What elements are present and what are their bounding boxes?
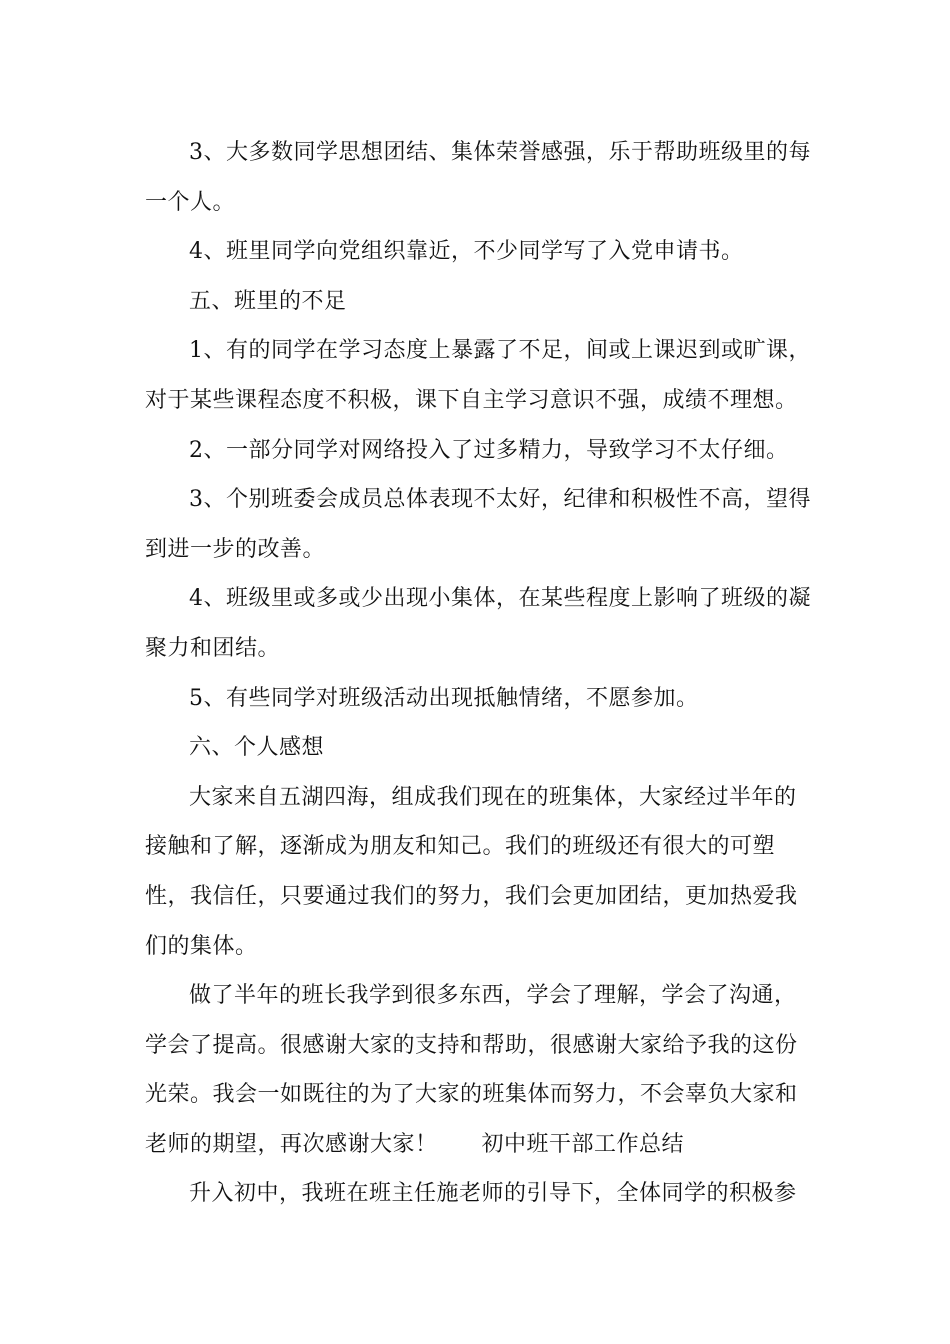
- document-body: [145, 128, 815, 1219]
- paragraph-shortcoming-4: 4、班级里或多或少出现小集体，在某些程度上影响了班级的凝聚力和团结。: [145, 586, 811, 661]
- section-heading-shortcomings: 五、班里的不足: [189, 288, 347, 314]
- paragraph-next-intro: 升入初中，我班在班主任施老师的引导下，全体同学的积极参: [189, 1181, 797, 1207]
- paragraph-shortcoming-2: 2、一部分同学对网络投入了过多精力，导致学习不太仔细。: [189, 437, 789, 463]
- paragraph-shortcoming-3: 3、个别班委会成员总体表现不太好，纪律和积极性不高，望得到进一步的改善。: [145, 487, 811, 562]
- next-document-title: 初中班干部工作总结: [481, 1131, 685, 1157]
- paragraph-shortcoming-1: 1、有的同学在学习态度上暴露了不足，间或上课迟到或旷课，对于某些课程态度不积极，课下自主学习意识不强，成绩不理想。: [145, 338, 811, 413]
- section-heading-reflections: 六、个人感想: [189, 735, 325, 761]
- paragraph-item-4: 4、班里同学向党组织靠近，不少同学写了入党申请书。: [189, 239, 744, 265]
- paragraph-item-3: 3、大多数同学思想团结、集体荣誉感强，乐于帮助班级里的每一个人。: [145, 140, 811, 215]
- paragraph-shortcoming-5: 5、有些同学对班级活动出现抵触情绪，不愿参加。: [189, 685, 699, 711]
- paragraph-reflection-2: [145, 971, 815, 1169]
- paragraph-reflection-2-text: 做了半年的班长我学到很多东西，学会了理解，学会了沟通，学会了提高。很感谢大家的支持和帮助，很感谢大家给予我的这份光荣。我会一如既往的为了大家的班集体而努力，不会辜负大家和老师的期望，再次感谢大家！: [145, 983, 798, 1157]
- paragraph-reflection-1: 大家来自五湖四海，组成我们现在的班集体，大家经过半年的接触和了解，逐渐成为朋友和知己。我们的班级还有很大的可塑性，我信任，只要通过我们的努力，我们会更加团结，更加热爱我们的集体。: [145, 784, 798, 959]
